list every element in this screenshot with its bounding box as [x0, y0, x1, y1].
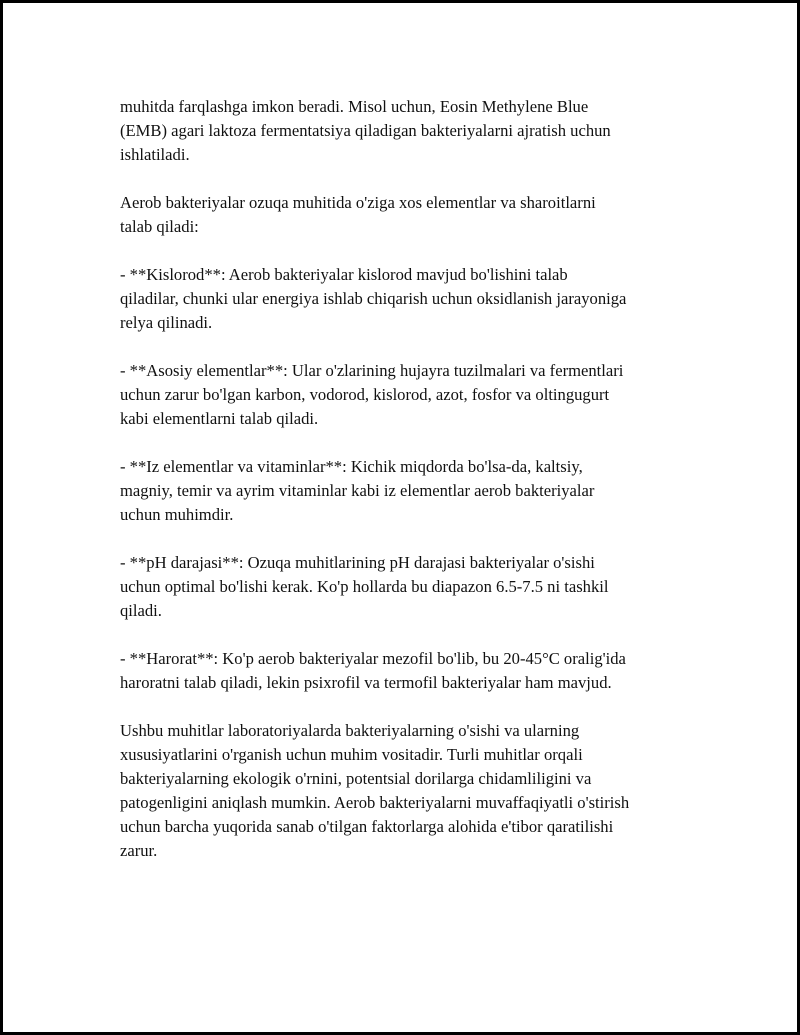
text-line: - **Kislorod**: Aerob bakteriyalar kislorod mavjud bo'lishini talab	[120, 265, 568, 284]
list-item-asosiy-elementlar	[120, 359, 700, 431]
text-line: uchun optimal bo'lishi kerak. Ko'p hollarda bu diapazon 6.5-7.5 ni tashkil	[120, 577, 609, 596]
text-line: muhitda farqlashga imkon beradi. Misol uchun, Eosin Methylene Blue	[120, 97, 589, 116]
text-line: qiladilar, chunki ular energiya ishlab chiqarish uchun oksidlanish jarayoniga	[120, 289, 627, 308]
list-item-kislorod	[120, 263, 700, 335]
text-line: talab qiladi:	[120, 217, 199, 236]
list-item-harorat	[120, 647, 700, 695]
text-line: uchun zarur bo'lgan karbon, vodorod, kislorod, azot, fosfor va oltingugurt	[120, 385, 610, 404]
text-line: Ushbu muhitlar laboratoriyalarda bakteriyalarning o'sishi va ularning	[120, 721, 580, 740]
text-line: (EMB) agari laktoza fermentatsiya qiladigan bakteriyalarni ajratish uchun	[120, 121, 611, 140]
text-line: patogenligini aniqlash mumkin. Aerob bakteriyalarni muvaffaqiyatli o'stirish	[120, 793, 630, 812]
text-line: xususiyatlarini o'rganish uchun muhim vositadir. Turli muhitlar orqali	[120, 745, 583, 764]
paragraph-intro-requirements	[120, 191, 700, 239]
document-body	[120, 95, 700, 887]
text-line: magniy, temir va ayrim vitaminlar kabi iz elementlar aerob bakteriyalar	[120, 481, 595, 500]
text-line: - **Asosiy elementlar**: Ular o'zlarining hujayra tuzilmalari va fermentlari	[120, 361, 624, 380]
text-line: uchun barcha yuqorida sanab o'tilgan faktorlarga alohida e'tibor qaratilishi	[120, 817, 614, 836]
text-line: ishlatiladi.	[120, 145, 190, 164]
text-line: - **pH darajasi**: Ozuqa muhitlarining pH darajasi bakteriyalar o'sishi	[120, 553, 595, 572]
text-line: - **Iz elementlar va vitaminlar**: Kichik miqdorda bo'lsa-da, kaltsiy,	[120, 457, 583, 476]
text-line: relya qilinadi.	[120, 313, 213, 332]
text-line: uchun muhimdir.	[120, 505, 234, 524]
text-line: haroratni talab qiladi, lekin psixrofil va termofil bakteriyalar ham mavjud.	[120, 673, 612, 692]
list-item-iz-elementlar	[120, 455, 700, 527]
text-line: - **Harorat**: Ko'p aerob bakteriyalar mezofil bo'lib, bu 20-45°C oralig'ida	[120, 649, 626, 668]
text-line: zarur.	[120, 841, 158, 860]
text-line: Aerob bakteriyalar ozuqa muhitida o'ziga xos elementlar va sharoitlarni	[120, 193, 596, 212]
text-line: qiladi.	[120, 601, 162, 620]
paragraph-emb-agar	[120, 95, 700, 167]
paragraph-conclusion	[120, 719, 700, 863]
text-line: bakteriyalarning ekologik o'rnini, potentsial dorilarga chidamliligini va	[120, 769, 592, 788]
text-line: kabi elementlarni talab qiladi.	[120, 409, 319, 428]
list-item-ph-darajasi	[120, 551, 700, 623]
